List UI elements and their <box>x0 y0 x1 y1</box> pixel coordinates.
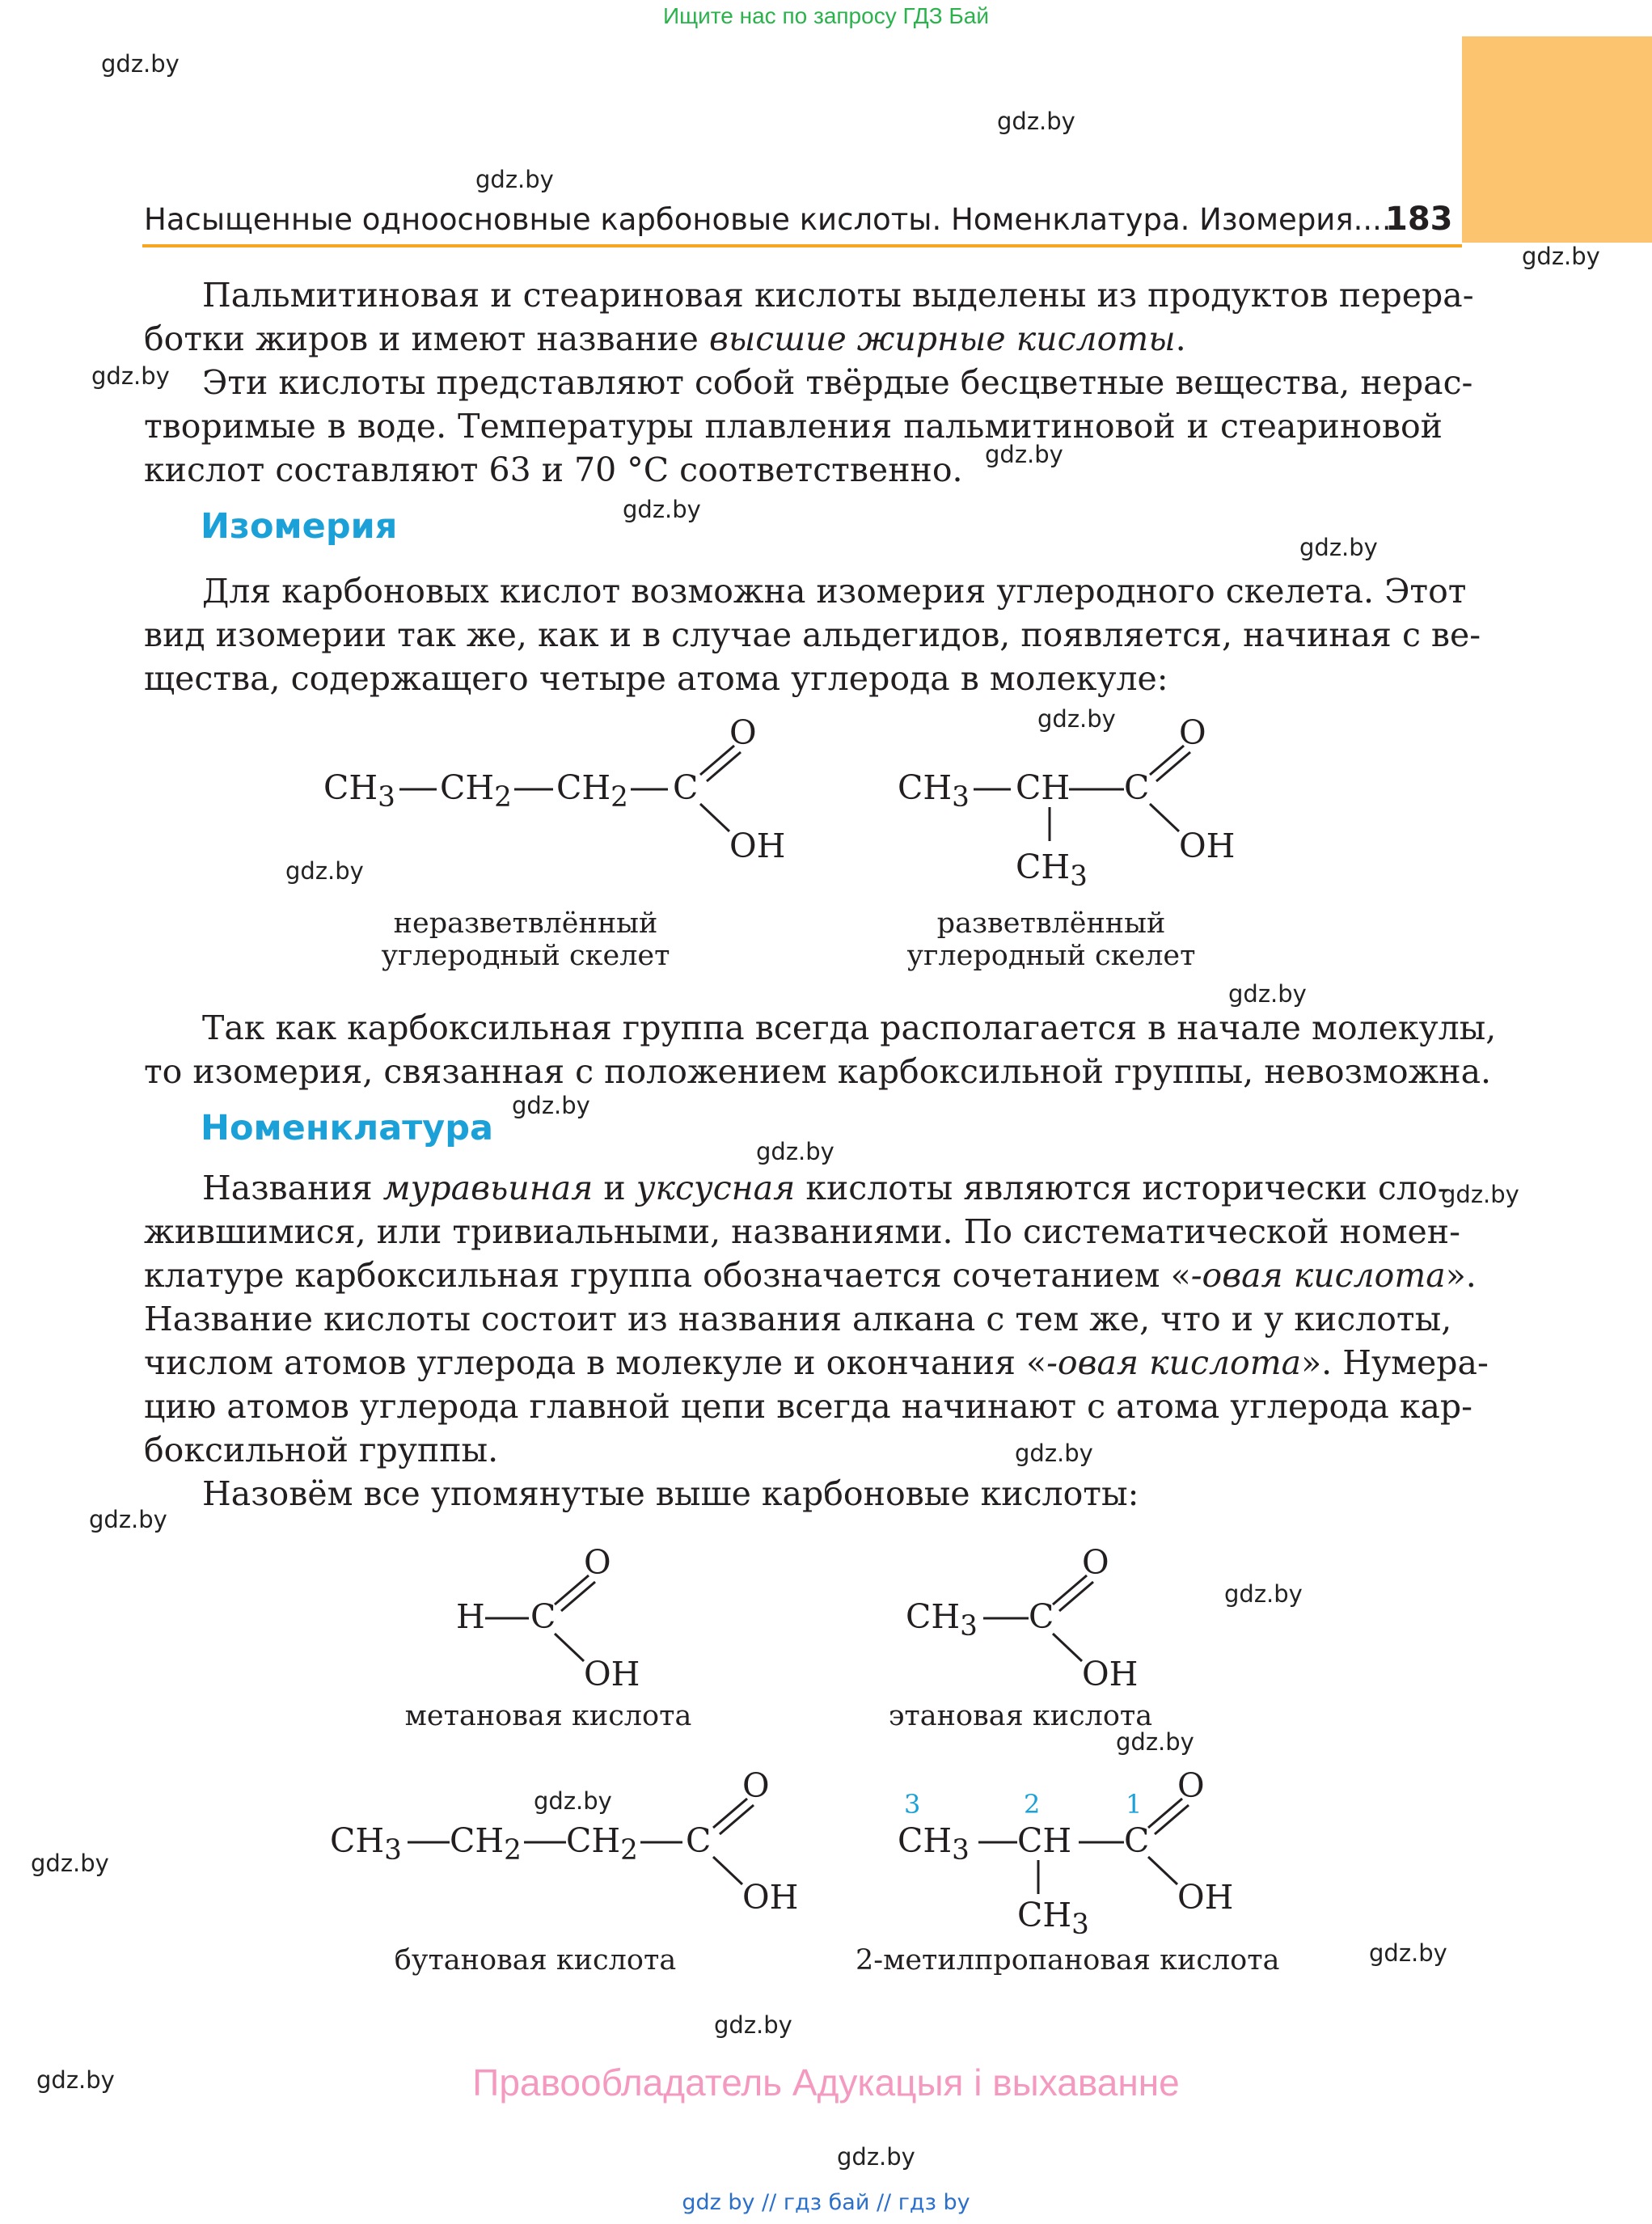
atom-ch2: $CH_2$ <box>450 1821 522 1867</box>
atom-oh: OH <box>1177 1878 1234 1917</box>
watermark: gdz.by <box>756 1138 834 1165</box>
watermark: gdz.by <box>1522 243 1600 270</box>
watermark: gdz.by <box>714 2011 792 2039</box>
watermark: gdz.by <box>91 362 170 390</box>
atom-oh: OH <box>1082 1655 1139 1693</box>
heading-nomenclature: Номенклатура <box>201 1108 493 1148</box>
atom-number-3: 3 <box>904 1789 921 1820</box>
watermark: gdz.by <box>101 50 180 78</box>
footer-links[interactable]: gdz by // гдз бай // гдз by <box>682 2190 970 2215</box>
atom-c: C <box>673 768 699 807</box>
watermark: gdz.by <box>623 496 701 523</box>
watermark: gdz.by <box>1224 1580 1303 1608</box>
watermark: gdz.by <box>985 441 1063 468</box>
atom-oh: OH <box>584 1655 640 1693</box>
atom-ch3: $CH_3$ <box>906 1597 978 1643</box>
watermark: gdz.by <box>1037 705 1116 733</box>
watermark: gdz.by <box>512 1092 590 1119</box>
watermark: gdz.by <box>1369 1939 1447 1967</box>
paragraph-isomeria: Для карбоновых кислот возможна изомерия углеродного скелета. Этот вид изомерии так же, как и в случае альдегидов, появляется, начиная с ве- щества, содержащего четыре атома углерода в молекуле: <box>144 572 1481 698</box>
watermark: gdz.by <box>1015 1440 1093 1467</box>
page-number: 183 <box>1385 201 1453 238</box>
watermark: gdz.by <box>475 166 554 193</box>
atom-o: O <box>742 1766 770 1805</box>
caption-unbranched: неразветвлённый углеродный скелет <box>381 907 670 972</box>
caption-methylpropanoic: 2-метилпропановая кислота <box>856 1944 1280 1977</box>
paragraph-nomenclature: Названия муравьиная и уксусная кислоты являются исторически сло- жившимися, или тривиальными, названиями. По систематической номен- клатуре карбоксильная группа обозначается сочетанием «-овая кислота». Название кислоты состоит из названия алкана с тем же, что и у кислоты, числом атомов углерода в молекуле и окончания «-овая кислота». Нумера- цию атомов углерода главной цепи всегда начинают с атома углерода кар- боксильной группы. <box>144 1169 1489 1469</box>
atom-ch: CH <box>1017 1821 1072 1860</box>
atom-ch2: $CH_2$ <box>556 768 628 814</box>
atom-ch3: $CH_3$ <box>898 768 970 814</box>
atom-ch2: $CH_2$ <box>566 1821 638 1867</box>
watermark: gdz.by <box>89 1506 167 1533</box>
watermark: gdz.by <box>1228 980 1307 1008</box>
atom-number-1: 1 <box>1126 1789 1143 1820</box>
atom-ch3: $CH_3$ <box>898 1821 970 1867</box>
caption-methanoic: метановая кислота <box>404 1700 692 1732</box>
watermark: gdz.by <box>837 2143 915 2171</box>
atom-oh: OH <box>729 827 786 865</box>
paragraph-carboxyl-position: Так как карбоксильная группа всегда располагается в начале молекулы, то изомерия, связанная с положением карбоксильной группы, невозможна. <box>144 1008 1497 1091</box>
atom-h: H <box>456 1597 485 1636</box>
atom-oh: OH <box>1179 827 1236 865</box>
caption-ethanoic: этановая кислота <box>888 1700 1153 1732</box>
search-hint: Ищите нас по запросу ГДЗ Бай <box>662 3 990 28</box>
heading-isomeria: Изомерия <box>201 506 398 547</box>
atom-c: C <box>1124 768 1150 807</box>
atom-c: C <box>1124 1821 1150 1860</box>
paragraph-name-acids: Назовём все упомянутые выше карбоновые кислоты: <box>202 1474 1139 1513</box>
caption-branched: разветвлённый углеродный скелет <box>906 907 1196 972</box>
caption-butanoic: бутановая кислота <box>394 1944 677 1977</box>
watermark: gdz.by <box>1116 1728 1194 1756</box>
atom-ch2: $CH_2$ <box>440 768 512 814</box>
atom-o: O <box>584 1543 611 1582</box>
atom-ch3: $CH_3$ <box>323 768 395 814</box>
atom-o: O <box>1179 713 1206 752</box>
atom-ch3: $CH_3$ <box>1017 1896 1089 1942</box>
atom-c: C <box>1029 1597 1054 1636</box>
watermark: gdz.by <box>31 1850 109 1877</box>
atom-number-2: 2 <box>1024 1789 1041 1820</box>
watermark: gdz.by <box>36 2066 115 2094</box>
atom-ch3: $CH_3$ <box>1016 848 1088 894</box>
copyright-note: Правообладатель Адукацыя і выхаванне <box>472 2061 1180 2103</box>
atom-c: C <box>686 1821 712 1860</box>
atom-o: O <box>729 713 757 752</box>
paragraph-fatty-acids: Пальмитиновая и стеариновая кислоты выделены из продуктов перера- ботки жиров и имеют название высшие жирные кислоты. Эти кислоты представляют собой твёрдые бесцветные вещества, нерас- творимые в воде. Температуры плавления пальмитиновой и стеариновой кислот составляют 63 и 70 °С соответственно. <box>144 276 1474 489</box>
atom-o: O <box>1082 1543 1109 1582</box>
atom-ch: CH <box>1016 768 1071 807</box>
atom-c: C <box>530 1597 556 1636</box>
running-header: Насыщенные одноосновные карбоновые кислоты. Номенклатура. Изомерия.... <box>144 202 1392 237</box>
watermark: gdz.by <box>1299 534 1378 561</box>
watermark: gdz.by <box>997 108 1075 135</box>
watermark: gdz.by <box>534 1787 612 1815</box>
atom-ch3: $CH_3$ <box>330 1821 402 1867</box>
watermark: gdz.by <box>285 857 364 885</box>
watermark: gdz.by <box>1441 1181 1519 1208</box>
atom-oh: OH <box>742 1878 799 1917</box>
atom-o: O <box>1177 1766 1205 1805</box>
